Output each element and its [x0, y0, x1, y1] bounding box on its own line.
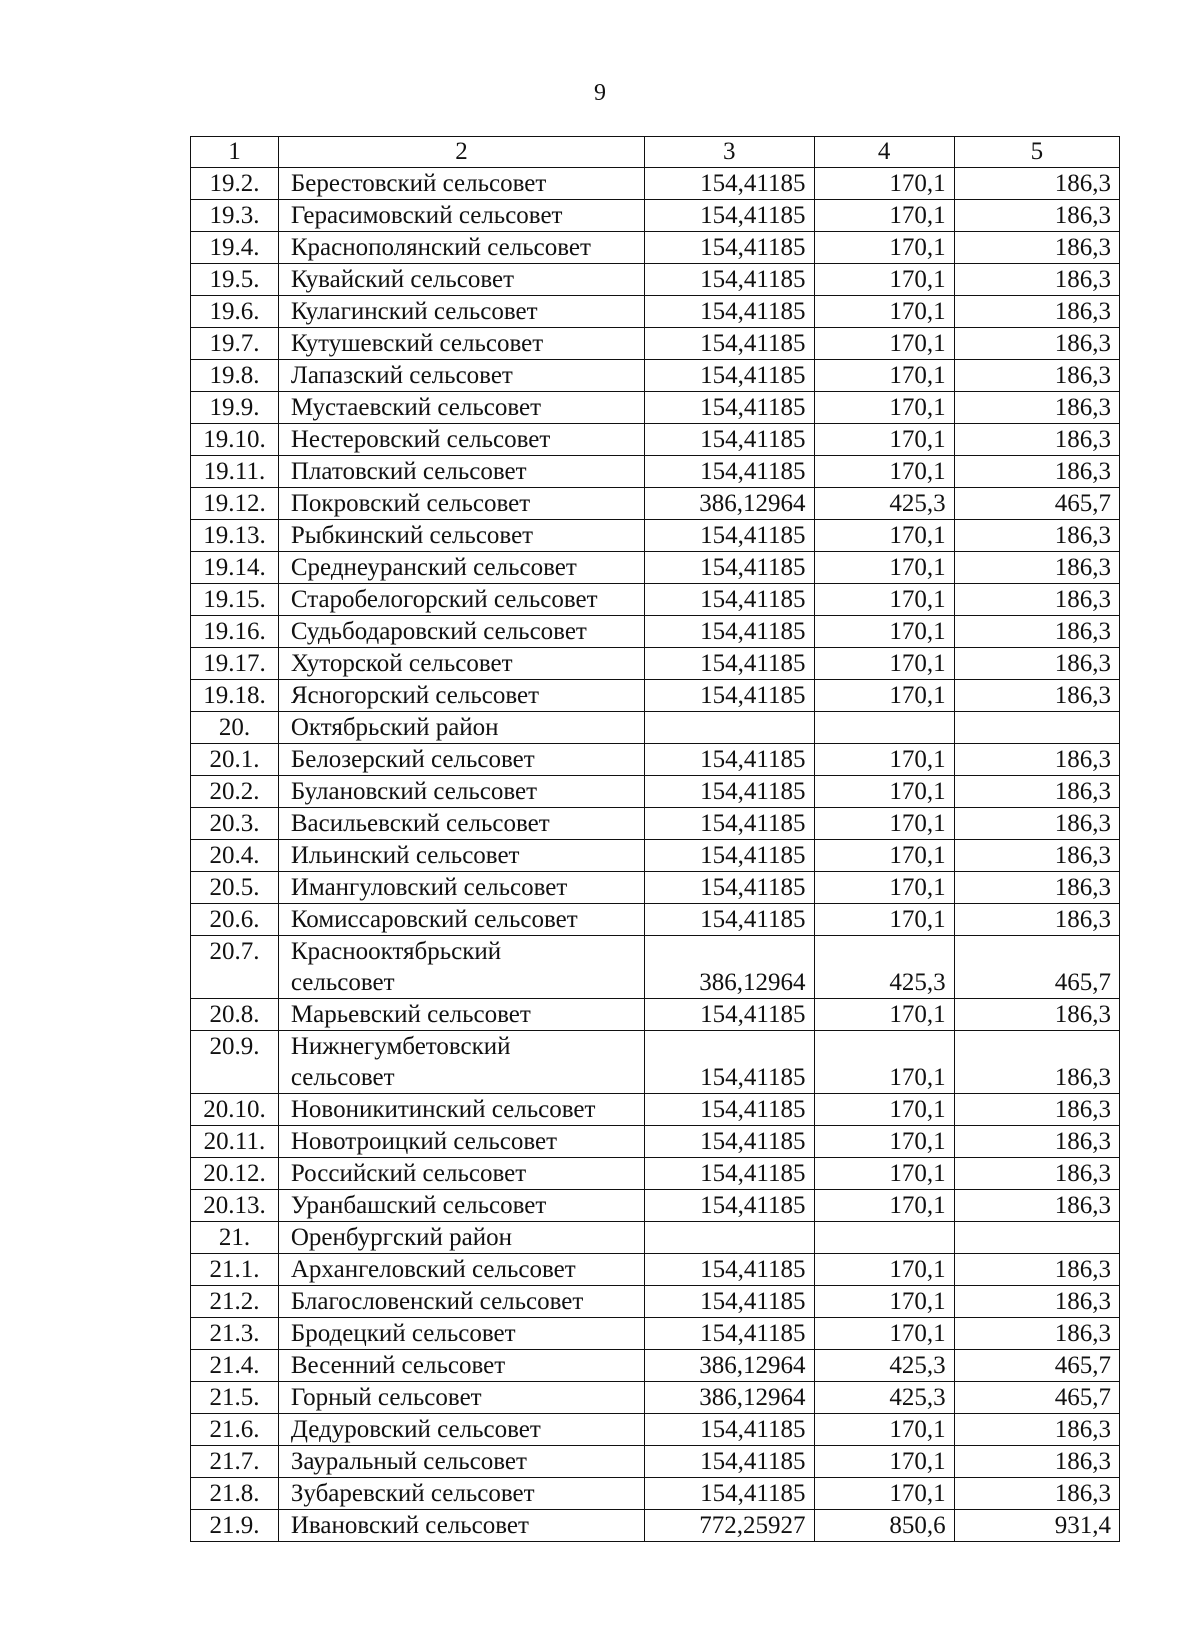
row-number: 21.3. — [191, 1318, 279, 1350]
row-name-line: Имангуловский сельсовет — [290, 874, 568, 901]
row-value-col3: 154,41185 — [645, 1094, 814, 1126]
row-name-line: Зауральный сельсовет — [290, 1448, 527, 1475]
row-number: 19.12. — [191, 488, 279, 520]
row-value-col3: 154,41185 — [645, 872, 814, 904]
row-value-col3: 386,12964 — [645, 936, 814, 999]
row-value-col5: 465,7 — [954, 936, 1119, 999]
row-name — [278, 1031, 644, 1094]
row-value-col5: 186,3 — [954, 200, 1119, 232]
row-value-col4: 170,1 — [814, 648, 954, 680]
row-value-col4: 170,1 — [814, 328, 954, 360]
row-value-col4: 170,1 — [814, 360, 954, 392]
row-number: 20.11. — [191, 1126, 279, 1158]
row-value-col4 — [814, 712, 954, 744]
table-row — [191, 424, 1120, 456]
row-value-col4: 170,1 — [814, 776, 954, 808]
header-col-5: 5 — [954, 137, 1119, 168]
row-value-col5: 186,3 — [954, 999, 1119, 1031]
row-value-col5: 186,3 — [954, 840, 1119, 872]
row-value-col5 — [954, 712, 1119, 744]
row-value-col4: 170,1 — [814, 264, 954, 296]
row-number: 19.16. — [191, 616, 279, 648]
row-value-col4: 170,1 — [814, 1318, 954, 1350]
row-name-line: Краснооктябрьский — [290, 938, 502, 965]
row-value-col5: 186,3 — [954, 264, 1119, 296]
row-number: 21.6. — [191, 1414, 279, 1446]
row-name-line: Лапазский сельсовет — [290, 362, 513, 389]
row-name-line: Нестеровский сельсовет — [290, 426, 551, 453]
row-value-col3: 154,41185 — [645, 1318, 814, 1350]
row-number: 20.1. — [191, 744, 279, 776]
row-value-col4: 170,1 — [814, 840, 954, 872]
row-number: 19.14. — [191, 552, 279, 584]
row-name-line: Горный сельсовет — [290, 1384, 482, 1411]
row-number: 20.13. — [191, 1190, 279, 1222]
row-value-col3: 154,41185 — [645, 1158, 814, 1190]
table-row — [191, 1414, 1120, 1446]
table-row — [191, 840, 1120, 872]
row-value-col5: 186,3 — [954, 1254, 1119, 1286]
table-row — [191, 296, 1120, 328]
row-value-col4: 170,1 — [814, 168, 954, 200]
row-name — [278, 360, 644, 392]
row-value-col4: 170,1 — [814, 1478, 954, 1510]
row-value-col3: 154,41185 — [645, 360, 814, 392]
row-value-col3: 154,41185 — [645, 1446, 814, 1478]
row-name — [278, 1414, 644, 1446]
row-name — [278, 1478, 644, 1510]
table-row — [191, 1190, 1120, 1222]
row-value-col3: 154,41185 — [645, 904, 814, 936]
row-value-col5: 931,4 — [954, 1510, 1119, 1542]
row-value-col4: 170,1 — [814, 1190, 954, 1222]
row-name-line: Белозерский сельсовет — [290, 746, 535, 773]
row-name-line: Кутушевский сельсовет — [290, 330, 544, 357]
row-name — [278, 232, 644, 264]
row-value-col5: 465,7 — [954, 1382, 1119, 1414]
row-value-col4: 170,1 — [814, 392, 954, 424]
page-number: 9 — [594, 80, 606, 106]
table-row — [191, 872, 1120, 904]
row-value-col3: 154,41185 — [645, 424, 814, 456]
table-row — [191, 1158, 1120, 1190]
row-number: 20.7. — [191, 936, 279, 999]
row-value-col5: 186,3 — [954, 616, 1119, 648]
row-name — [278, 488, 644, 520]
row-name-line: Российский сельсовет — [290, 1160, 527, 1187]
row-value-col5: 186,3 — [954, 168, 1119, 200]
table-row — [191, 1446, 1120, 1478]
row-value-col3: 154,41185 — [645, 648, 814, 680]
row-value-col3: 154,41185 — [645, 392, 814, 424]
row-value-col4: 170,1 — [814, 1158, 954, 1190]
row-value-col5 — [954, 1222, 1119, 1254]
row-name — [278, 1446, 644, 1478]
table-row — [191, 1382, 1120, 1414]
row-value-col5: 465,7 — [954, 1350, 1119, 1382]
row-name — [278, 744, 644, 776]
row-value-col4: 170,1 — [814, 296, 954, 328]
row-name — [278, 264, 644, 296]
row-number: 21. — [191, 1222, 279, 1254]
row-value-col5: 186,3 — [954, 1478, 1119, 1510]
row-name-line: Краснополянский сельсовет — [290, 234, 591, 261]
row-value-col4: 170,1 — [814, 616, 954, 648]
row-number: 20.8. — [191, 999, 279, 1031]
row-name — [278, 1382, 644, 1414]
row-name — [278, 1350, 644, 1382]
row-number: 20.4. — [191, 840, 279, 872]
row-value-col5: 186,3 — [954, 1414, 1119, 1446]
table-row — [191, 552, 1120, 584]
row-value-col5: 186,3 — [954, 424, 1119, 456]
row-name — [278, 584, 644, 616]
table-row — [191, 360, 1120, 392]
row-value-col4 — [814, 1222, 954, 1254]
table-row — [191, 1254, 1120, 1286]
row-value-col3: 154,41185 — [645, 1190, 814, 1222]
row-number: 21.9. — [191, 1510, 279, 1542]
row-value-col5: 186,3 — [954, 1126, 1119, 1158]
row-name-line: Берестовский сельсовет — [290, 170, 547, 197]
row-number: 21.7. — [191, 1446, 279, 1478]
row-value-col5: 186,3 — [954, 552, 1119, 584]
row-value-col5: 186,3 — [954, 872, 1119, 904]
table-row — [191, 1222, 1120, 1254]
row-name-line: Васильевский сельсовет — [290, 810, 550, 837]
row-name-line: Среднеуранский сельсовет — [290, 554, 577, 581]
row-value-col3: 154,41185 — [645, 264, 814, 296]
row-value-col3: 386,12964 — [645, 1350, 814, 1382]
row-value-col4: 170,1 — [814, 584, 954, 616]
row-number: 19.10. — [191, 424, 279, 456]
table-row — [191, 200, 1120, 232]
table-row — [191, 328, 1120, 360]
row-name — [278, 712, 644, 744]
row-name — [278, 648, 644, 680]
row-value-col3: 154,41185 — [645, 1031, 814, 1094]
row-number: 19.3. — [191, 200, 279, 232]
table-row — [191, 1350, 1120, 1382]
row-number: 21.1. — [191, 1254, 279, 1286]
table-row — [191, 1510, 1120, 1542]
row-name — [278, 680, 644, 712]
header-col-4: 4 — [814, 137, 954, 168]
row-value-col5: 465,7 — [954, 488, 1119, 520]
table-row — [191, 1318, 1120, 1350]
row-name — [278, 808, 644, 840]
row-name-line: Рыбкинский сельсовет — [290, 522, 534, 549]
row-name-line: Судьбодаровский сельсовет — [290, 618, 587, 645]
row-name — [278, 616, 644, 648]
row-value-col5: 186,3 — [954, 392, 1119, 424]
row-value-col4: 170,1 — [814, 1094, 954, 1126]
row-value-col5: 186,3 — [954, 232, 1119, 264]
row-number: 21.4. — [191, 1350, 279, 1382]
row-name-line: Уранбашский сельсовет — [290, 1192, 547, 1219]
header-col-3: 3 — [645, 137, 814, 168]
row-value-col5: 186,3 — [954, 744, 1119, 776]
row-value-col3: 386,12964 — [645, 1382, 814, 1414]
row-name — [278, 840, 644, 872]
row-value-col3: 154,41185 — [645, 1286, 814, 1318]
row-name-line: Нижнегумбетовский — [290, 1033, 511, 1060]
row-name-line: Ильинский сельсовет — [290, 842, 520, 869]
row-number: 21.5. — [191, 1382, 279, 1414]
row-number: 19.17. — [191, 648, 279, 680]
row-name — [278, 1254, 644, 1286]
row-name-line: Булановский сельсовет — [290, 778, 538, 805]
row-value-col5: 186,3 — [954, 648, 1119, 680]
row-number: 19.8. — [191, 360, 279, 392]
row-name-line: Комиссаровский сельсовет — [290, 906, 578, 933]
row-value-col5: 186,3 — [954, 680, 1119, 712]
table-row — [191, 1031, 1120, 1094]
row-name-line: Бродецкий сельсовет — [290, 1320, 516, 1347]
table-row — [191, 1094, 1120, 1126]
row-name-line: Новоникитинский сельсовет — [290, 1096, 596, 1123]
row-value-col3: 154,41185 — [645, 1414, 814, 1446]
row-value-col5: 186,3 — [954, 520, 1119, 552]
row-number: 19.18. — [191, 680, 279, 712]
table-row — [191, 904, 1120, 936]
row-value-col5: 186,3 — [954, 808, 1119, 840]
row-value-col4: 170,1 — [814, 808, 954, 840]
row-name — [278, 1126, 644, 1158]
row-value-col4: 170,1 — [814, 744, 954, 776]
table-row — [191, 520, 1120, 552]
table-row — [191, 680, 1120, 712]
table-row — [191, 712, 1120, 744]
row-number: 19.6. — [191, 296, 279, 328]
row-name-line: Герасимовский сельсовет — [290, 202, 563, 229]
row-value-col3: 154,41185 — [645, 232, 814, 264]
row-value-col3: 772,25927 — [645, 1510, 814, 1542]
row-value-col3: 154,41185 — [645, 168, 814, 200]
table-row — [191, 456, 1120, 488]
table-row — [191, 488, 1120, 520]
row-value-col3: 154,41185 — [645, 552, 814, 584]
row-name — [278, 936, 644, 999]
row-name-line: сельсовет — [290, 1064, 395, 1091]
row-name-line: Покровский сельсовет — [290, 490, 531, 517]
table-row — [191, 936, 1120, 999]
row-name — [278, 520, 644, 552]
row-name — [278, 1318, 644, 1350]
row-value-col4: 170,1 — [814, 424, 954, 456]
row-value-col4: 170,1 — [814, 200, 954, 232]
table-row — [191, 1286, 1120, 1318]
row-value-col3: 154,41185 — [645, 296, 814, 328]
row-value-col5: 186,3 — [954, 584, 1119, 616]
row-name — [278, 1094, 644, 1126]
row-value-col4: 170,1 — [814, 1254, 954, 1286]
table-row — [191, 584, 1120, 616]
table-row — [191, 808, 1120, 840]
data-table — [190, 136, 1120, 1542]
row-number: 20.5. — [191, 872, 279, 904]
row-name-line: Благословенский сельсовет — [290, 1288, 584, 1315]
row-value-col5: 186,3 — [954, 1031, 1119, 1094]
row-name — [278, 456, 644, 488]
table-row — [191, 648, 1120, 680]
row-value-col4: 425,3 — [814, 1382, 954, 1414]
row-number: 20. — [191, 712, 279, 744]
row-name — [278, 1222, 644, 1254]
row-value-col5: 186,3 — [954, 328, 1119, 360]
row-value-col3: 154,41185 — [645, 680, 814, 712]
row-number: 20.3. — [191, 808, 279, 840]
row-value-col3: 154,41185 — [645, 584, 814, 616]
row-value-col3: 154,41185 — [645, 200, 814, 232]
table-row — [191, 392, 1120, 424]
row-number: 20.6. — [191, 904, 279, 936]
row-value-col3: 154,41185 — [645, 776, 814, 808]
row-name — [278, 999, 644, 1031]
row-value-col3: 154,41185 — [645, 1254, 814, 1286]
table-header-row — [191, 137, 1120, 168]
row-value-col5: 186,3 — [954, 296, 1119, 328]
header-col-1: 1 — [191, 137, 279, 168]
row-value-col5: 186,3 — [954, 1286, 1119, 1318]
row-number: 19.5. — [191, 264, 279, 296]
row-value-col4: 170,1 — [814, 872, 954, 904]
row-number: 19.15. — [191, 584, 279, 616]
row-value-col5: 186,3 — [954, 1158, 1119, 1190]
row-value-col5: 186,3 — [954, 1318, 1119, 1350]
row-name-line: Кувайский сельсовет — [290, 266, 515, 293]
row-name-line: Оренбургский район — [290, 1224, 513, 1251]
row-value-col3: 386,12964 — [645, 488, 814, 520]
row-value-col3 — [645, 1222, 814, 1254]
row-name — [278, 552, 644, 584]
row-value-col4: 170,1 — [814, 456, 954, 488]
row-value-col4: 170,1 — [814, 1031, 954, 1094]
row-value-col4: 170,1 — [814, 680, 954, 712]
row-name-line: Марьевский сельсовет — [290, 1001, 531, 1028]
row-value-col4: 170,1 — [814, 552, 954, 584]
row-value-col4: 425,3 — [814, 1350, 954, 1382]
row-value-col3: 154,41185 — [645, 744, 814, 776]
row-name — [278, 776, 644, 808]
row-name-line: сельсовет — [290, 969, 395, 996]
row-name-line: Ясногорский сельсовет — [290, 682, 540, 709]
row-value-col4: 170,1 — [814, 904, 954, 936]
row-value-col4: 170,1 — [814, 1414, 954, 1446]
table-row — [191, 1126, 1120, 1158]
row-number: 19.11. — [191, 456, 279, 488]
row-name-line: Мустаевский сельсовет — [290, 394, 542, 421]
row-name-line: Хуторской сельсовет — [290, 650, 513, 677]
row-name-line: Новотроицкий сельсовет — [290, 1128, 558, 1155]
row-value-col3 — [645, 712, 814, 744]
row-value-col3: 154,41185 — [645, 808, 814, 840]
row-value-col3: 154,41185 — [645, 328, 814, 360]
row-value-col4: 170,1 — [814, 1286, 954, 1318]
row-number: 21.8. — [191, 1478, 279, 1510]
row-name — [278, 1190, 644, 1222]
row-name — [278, 1510, 644, 1542]
table-row — [191, 232, 1120, 264]
row-value-col3: 154,41185 — [645, 999, 814, 1031]
row-name — [278, 168, 644, 200]
table-row — [191, 168, 1120, 200]
row-value-col4: 170,1 — [814, 1446, 954, 1478]
table-row — [191, 1478, 1120, 1510]
row-number: 20.12. — [191, 1158, 279, 1190]
row-name-line: Платовский сельсовет — [290, 458, 527, 485]
row-name-line: Старобелогорский сельсовет — [290, 586, 598, 613]
row-number: 19.2. — [191, 168, 279, 200]
row-name-line: Дедуровский сельсовет — [290, 1416, 541, 1443]
row-name-line: Зубаревский сельсовет — [290, 1480, 535, 1507]
row-number: 20.9. — [191, 1031, 279, 1094]
row-value-col3: 154,41185 — [645, 840, 814, 872]
row-name — [278, 872, 644, 904]
row-name-line: Кулагинский сельсовет — [290, 298, 538, 325]
row-name — [278, 904, 644, 936]
row-value-col5: 186,3 — [954, 360, 1119, 392]
row-number: 19.4. — [191, 232, 279, 264]
row-name — [278, 424, 644, 456]
header-col-2: 2 — [278, 137, 644, 168]
row-value-col5: 186,3 — [954, 1190, 1119, 1222]
row-name — [278, 1286, 644, 1318]
table-row — [191, 616, 1120, 648]
row-name-line: Октябрьский район — [290, 714, 499, 741]
row-value-col3: 154,41185 — [645, 616, 814, 648]
row-number: 21.2. — [191, 1286, 279, 1318]
row-name-line: Весенний сельсовет — [290, 1352, 506, 1379]
row-number: 20.2. — [191, 776, 279, 808]
row-number: 19.13. — [191, 520, 279, 552]
row-value-col5: 186,3 — [954, 904, 1119, 936]
row-value-col3: 154,41185 — [645, 520, 814, 552]
row-value-col5: 186,3 — [954, 1446, 1119, 1478]
row-name-line: Ивановский сельсовет — [290, 1512, 529, 1539]
row-value-col5: 186,3 — [954, 456, 1119, 488]
row-value-col4: 170,1 — [814, 999, 954, 1031]
row-name — [278, 392, 644, 424]
row-name — [278, 296, 644, 328]
row-value-col3: 154,41185 — [645, 1478, 814, 1510]
row-value-col5: 186,3 — [954, 1094, 1119, 1126]
row-name — [278, 200, 644, 232]
row-name — [278, 328, 644, 360]
row-value-col4: 850,6 — [814, 1510, 954, 1542]
table-row — [191, 776, 1120, 808]
row-value-col4: 170,1 — [814, 1126, 954, 1158]
row-value-col3: 154,41185 — [645, 1126, 814, 1158]
table-row — [191, 999, 1120, 1031]
table-row — [191, 264, 1120, 296]
row-value-col4: 425,3 — [814, 936, 954, 999]
row-number: 19.7. — [191, 328, 279, 360]
row-value-col4: 170,1 — [814, 520, 954, 552]
row-value-col5: 186,3 — [954, 776, 1119, 808]
row-number: 20.10. — [191, 1094, 279, 1126]
table-row — [191, 744, 1120, 776]
row-value-col4: 425,3 — [814, 488, 954, 520]
row-name-line: Архангеловский сельсовет — [290, 1256, 576, 1283]
row-value-col4: 170,1 — [814, 232, 954, 264]
row-name — [278, 1158, 644, 1190]
row-value-col3: 154,41185 — [645, 456, 814, 488]
row-number: 19.9. — [191, 392, 279, 424]
